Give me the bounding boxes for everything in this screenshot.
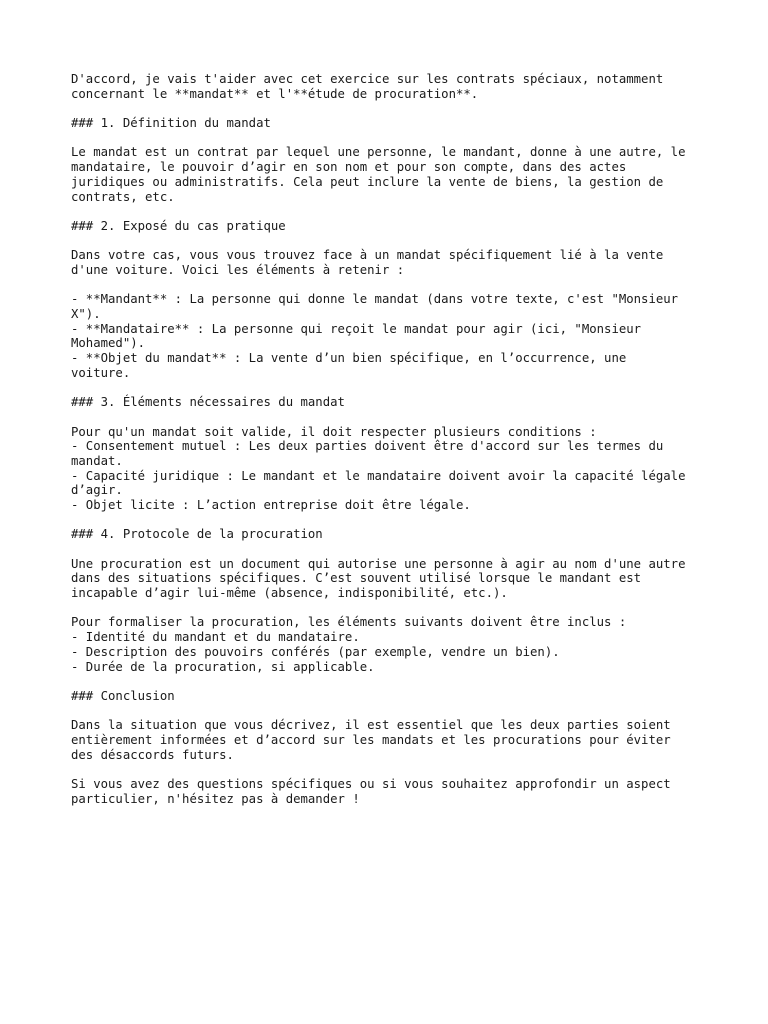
text-line: - Capacité juridique : Le mandant et le mandataire doivent avoir la capacité légale xyxy=(71,468,686,483)
text-line: mandat. xyxy=(71,453,123,468)
text-line: d’agir. xyxy=(71,483,123,498)
bullet-list xyxy=(71,292,711,380)
paragraph xyxy=(71,718,711,762)
text-line: mandataire, le pouvoir d’agir en son nom et pour son compte, dans des actes xyxy=(71,160,627,175)
paragraph xyxy=(71,72,711,101)
paragraph xyxy=(71,557,711,601)
text-line: d'une voiture. Voici les éléments à retenir : xyxy=(71,262,405,277)
text-line: Une procuration est un document qui autorise une personne à agir au nom d'une autre xyxy=(71,556,686,571)
paragraph xyxy=(71,248,711,277)
text-line: Mohamed"). xyxy=(71,336,146,351)
text-line: ### 4. Protocole de la procuration xyxy=(71,527,323,542)
blank-line xyxy=(71,410,711,425)
blank-line xyxy=(71,542,711,557)
text-line: voiture. xyxy=(71,365,131,380)
text-line: incapable d’agir lui-même (absence, indisponibilité, etc.). xyxy=(71,586,508,601)
blank-line xyxy=(71,601,711,616)
section-heading xyxy=(71,689,711,704)
text-line: - Identité du mandant et du mandataire. xyxy=(71,630,360,645)
text-line: ### 1. Définition du mandat xyxy=(71,116,271,131)
blank-line xyxy=(71,131,711,146)
text-line: - Objet licite : L’action entreprise doit être légale. xyxy=(71,497,471,512)
text-line: contrats, etc. xyxy=(71,189,175,204)
blank-line xyxy=(71,762,711,777)
text-line: Dans la situation que vous décrivez, il est essentiel que les deux parties soient xyxy=(71,718,671,733)
text-line: juridiques ou administratifs. Cela peut inclure la vente de biens, la gestion de xyxy=(71,174,664,189)
blank-line xyxy=(71,380,711,395)
blank-line xyxy=(71,278,711,293)
text-line: Si vous avez des questions spécifiques ou si vous souhaitez approfondir un aspect xyxy=(71,777,671,791)
text-line: - **Mandant** : La personne qui donne le mandat (dans votre texte, c'est "Monsieur xyxy=(71,292,679,307)
blank-line xyxy=(71,704,711,719)
text-line: Dans votre cas, vous vous trouvez face à un mandat spécifiquement lié à la vente xyxy=(71,248,664,263)
text-line: Pour qu'un mandat soit valide, il doit respecter plusieurs conditions : xyxy=(71,424,597,439)
section-heading xyxy=(71,527,711,542)
text-line: X"). xyxy=(71,307,101,321)
text-line: - Consentement mutuel : Les deux parties doivent être d'accord sur les termes du xyxy=(71,439,664,454)
text-line: - Durée de la procuration, si applicable. xyxy=(71,659,375,674)
text-line: D'accord, je vais t'aider avec cet exercice sur les contrats spéciaux, notamment xyxy=(71,72,664,86)
blank-line xyxy=(71,674,711,689)
text-line: ### 2. Exposé du cas pratique xyxy=(71,218,286,233)
text-line: ### 3. Éléments nécessaires du mandat xyxy=(71,395,345,410)
text-line: - **Objet du mandat** : La vente d’un bien spécifique, en l’occurrence, une xyxy=(71,351,627,366)
document-body xyxy=(71,72,711,806)
blank-line xyxy=(71,234,711,249)
text-line: ### Conclusion xyxy=(71,688,175,703)
paragraph xyxy=(71,615,711,674)
section-heading xyxy=(71,395,711,410)
blank-line xyxy=(71,101,711,116)
paragraph xyxy=(71,145,711,204)
text-line: des désaccords futurs. xyxy=(71,747,234,762)
blank-line xyxy=(71,204,711,219)
text-line: - **Mandataire** : La personne qui reçoit le mandat pour agir (ici, "Monsieur xyxy=(71,321,642,336)
text-line: particulier, n'hésitez pas à demander ! xyxy=(71,791,360,806)
text-line: dans des situations spécifiques. C’est souvent utilisé lorsque le mandant est xyxy=(71,571,642,586)
text-line: entièrement informées et d’accord sur les mandats et les procurations pour éviter xyxy=(71,732,671,747)
text-line: Le mandat est un contrat par lequel une personne, le mandant, donne à une autre, le xyxy=(71,145,686,160)
text-line: Pour formaliser la procuration, les éléments suivants doivent être inclus : xyxy=(71,615,627,630)
section-heading xyxy=(71,219,711,234)
paragraph xyxy=(71,425,711,513)
text-line: - Description des pouvoirs conférés (par exemple, vendre un bien). xyxy=(71,644,560,659)
blank-line xyxy=(71,513,711,528)
section-heading xyxy=(71,116,711,131)
text-line: concernant le **mandat** et l'**étude de procuration**. xyxy=(71,86,479,101)
paragraph xyxy=(71,777,711,806)
